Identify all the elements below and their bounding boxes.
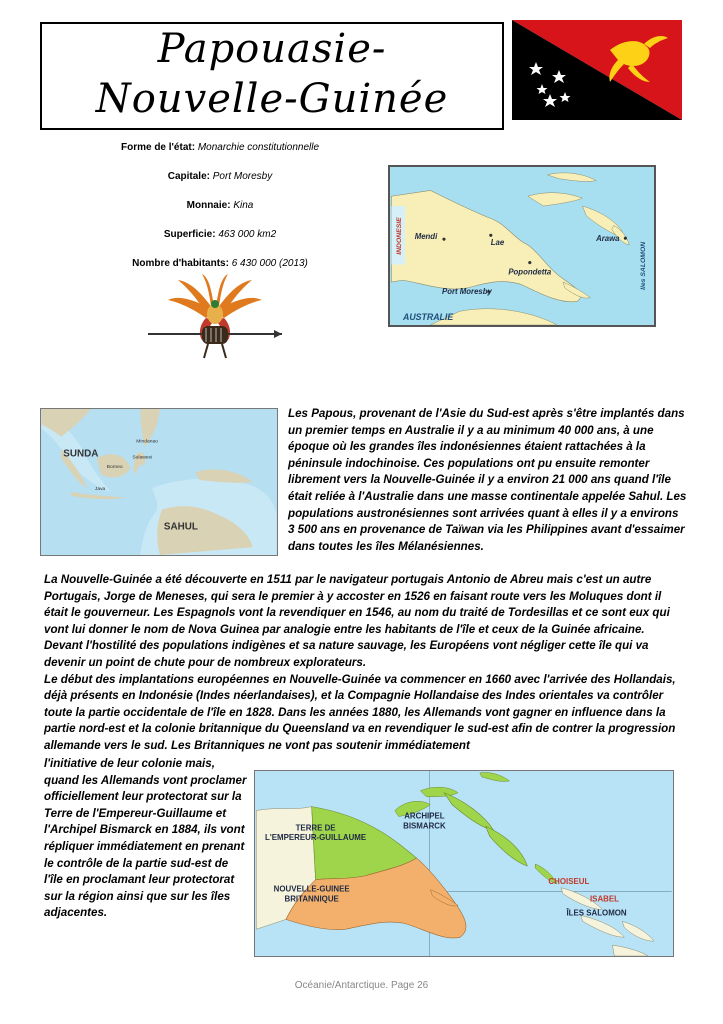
colonial-map	[254, 770, 674, 957]
paragraph-discovery: La Nouvelle-Guinée a été découverte en 1511 par le navigateur portugais Antonio de Abreu mais c'est un autre Portugais, Jorge de Meneses, qui sera le premier à y accoster en 1526 en faisant route vers les Moluques dont il était le gouverneur. Les Espagnols vont la revendiquer en 1546, au nom du traité de Tordesillas et ce sont eux qui vont lui donner le nom de Nova Guinea par analogie entre les habitants de l'île et ceux de la Guinée africaine. Devant l'hostilité des populations indigènes et sa nature sauvage, les Européens vont négliger cette île qui va devenir un point de chute pour de nombreux explorateurs.	[44, 573, 670, 669]
paragraph-colonization: Le début des implantations européennes en Nouvelle-Guinée va commencer en 1660 avec l'arrivée des Hollandais, déjà présents en Indonésie (Indes néerlandaises), et la Compagnie Hollandaise des Indes orientales va contrôler toute la partie occidentale de l'île en 1828. Dans les années 1880, les Allemands vont gagner en influence dans la partie nord-est et la colonie britannique du Queensland va en revendiquer le sud-est afin de contrer la progression allemande vers le sud. Les Britanniques ne vont pas soutenir immédiatement	[44, 672, 676, 752]
map1-city-mendi: Mendi	[414, 232, 438, 242]
sunda-sahul-map	[40, 408, 278, 556]
map3-label-archipel1: ARCHIPEL	[404, 811, 445, 821]
map2-label-sulawesi: Sulawesi	[132, 455, 153, 461]
map3-label-archipel2: BISMARCK	[403, 821, 446, 831]
fact-habitants: Nombre d'habitants: 6 430 000 (2013)	[132, 258, 308, 269]
page-title-line2: Nouvelle-Guinée	[95, 76, 449, 122]
map1-label-indonesie: INDONESIE	[396, 217, 404, 255]
map1-label-iles-salomon: Iles SALOMON	[639, 241, 647, 290]
fact-superficie: Superficie: 463 000 km2	[163, 229, 277, 240]
map2-label-java: Java	[94, 486, 106, 492]
map2-label-mindanao: Mindanao	[136, 439, 158, 445]
paragraph-origins: Les Papous, provenant de l'Asie du Sud-est après s'être implantés dans un premier temps en Australie il y a au minimum 40 000 ans, à une époque où les grandes îles indonésiennes étaient rattachées à la péninsule indochinoise. Ces populations ont pu ensuite remonter librement vers la Nouvelle-Guinée il y a environ 21 000 ans quand l'île était reliée à l'Australie dans une masse continentale appelée Sahul. Les populations austronésiennes sont arrivées quant à elles il y a environs 3 500 ans en provenance de Taïwan via les Philippines avant d'essaimer dans toutes les îles Mélanésiennes.	[288, 407, 687, 553]
map2-label-sunda: SUNDA	[63, 448, 99, 460]
fact-monnaie: Monnaie: Kina	[186, 200, 254, 211]
map3-label-terre2: L'EMPEREUR-GUILLAUME	[265, 833, 367, 843]
map3-label-ng2: BRITANNIQUE	[284, 894, 339, 904]
map3-label-ng1: NOUVELLE-GUINEE	[273, 884, 350, 894]
map2-label-sahul: SAHUL	[163, 521, 198, 533]
paragraph-protectorate: l'initiative de leur colonie mais, quand les Allemands vont proclamer officiellement leur protectorat sur la Terre de l'Empereur-Guillaume et l'Archipel Bismarck en 1884, ils vont répliquer immédiatement en prenant le contrôle de la partie sud-est de l'île en proclamant leur protectorat sur la région ainsi que sur les îles adjacentes.	[44, 757, 247, 920]
map3-label-salomon: ÎLES SALOMON	[566, 908, 627, 918]
paragraph-history	[44, 572, 684, 755]
map2-label-borneo: Borneo	[106, 465, 123, 471]
fact-forme: Forme de l'état: Monarchie constitutionnelle	[120, 142, 320, 153]
facts-list	[100, 142, 340, 287]
map1-city-arawa: Arawa	[596, 234, 620, 244]
map3-label-isabel: ISABEL	[589, 894, 619, 904]
png-flag	[512, 20, 682, 120]
map1-city-popondetta: Popondetta	[508, 267, 552, 277]
png-map	[388, 165, 656, 327]
map3-label-terre1: TERRE DE	[295, 823, 336, 833]
map3-label-choiseul: CHOISEUL	[548, 876, 590, 886]
map1-city-lae: Lae	[490, 238, 505, 248]
page-title-line1: Papouasie-	[157, 26, 387, 72]
national-emblem-icon	[140, 272, 290, 362]
map1-label-australie: AUSTRALIE	[403, 312, 454, 323]
fact-capitale: Capitale: Port Moresby	[167, 171, 273, 182]
page-footer: Océanie/Antarctique. Page 26	[294, 980, 429, 991]
title-box	[40, 22, 504, 130]
map1-city-port-moresby: Port Moresby	[442, 286, 492, 296]
